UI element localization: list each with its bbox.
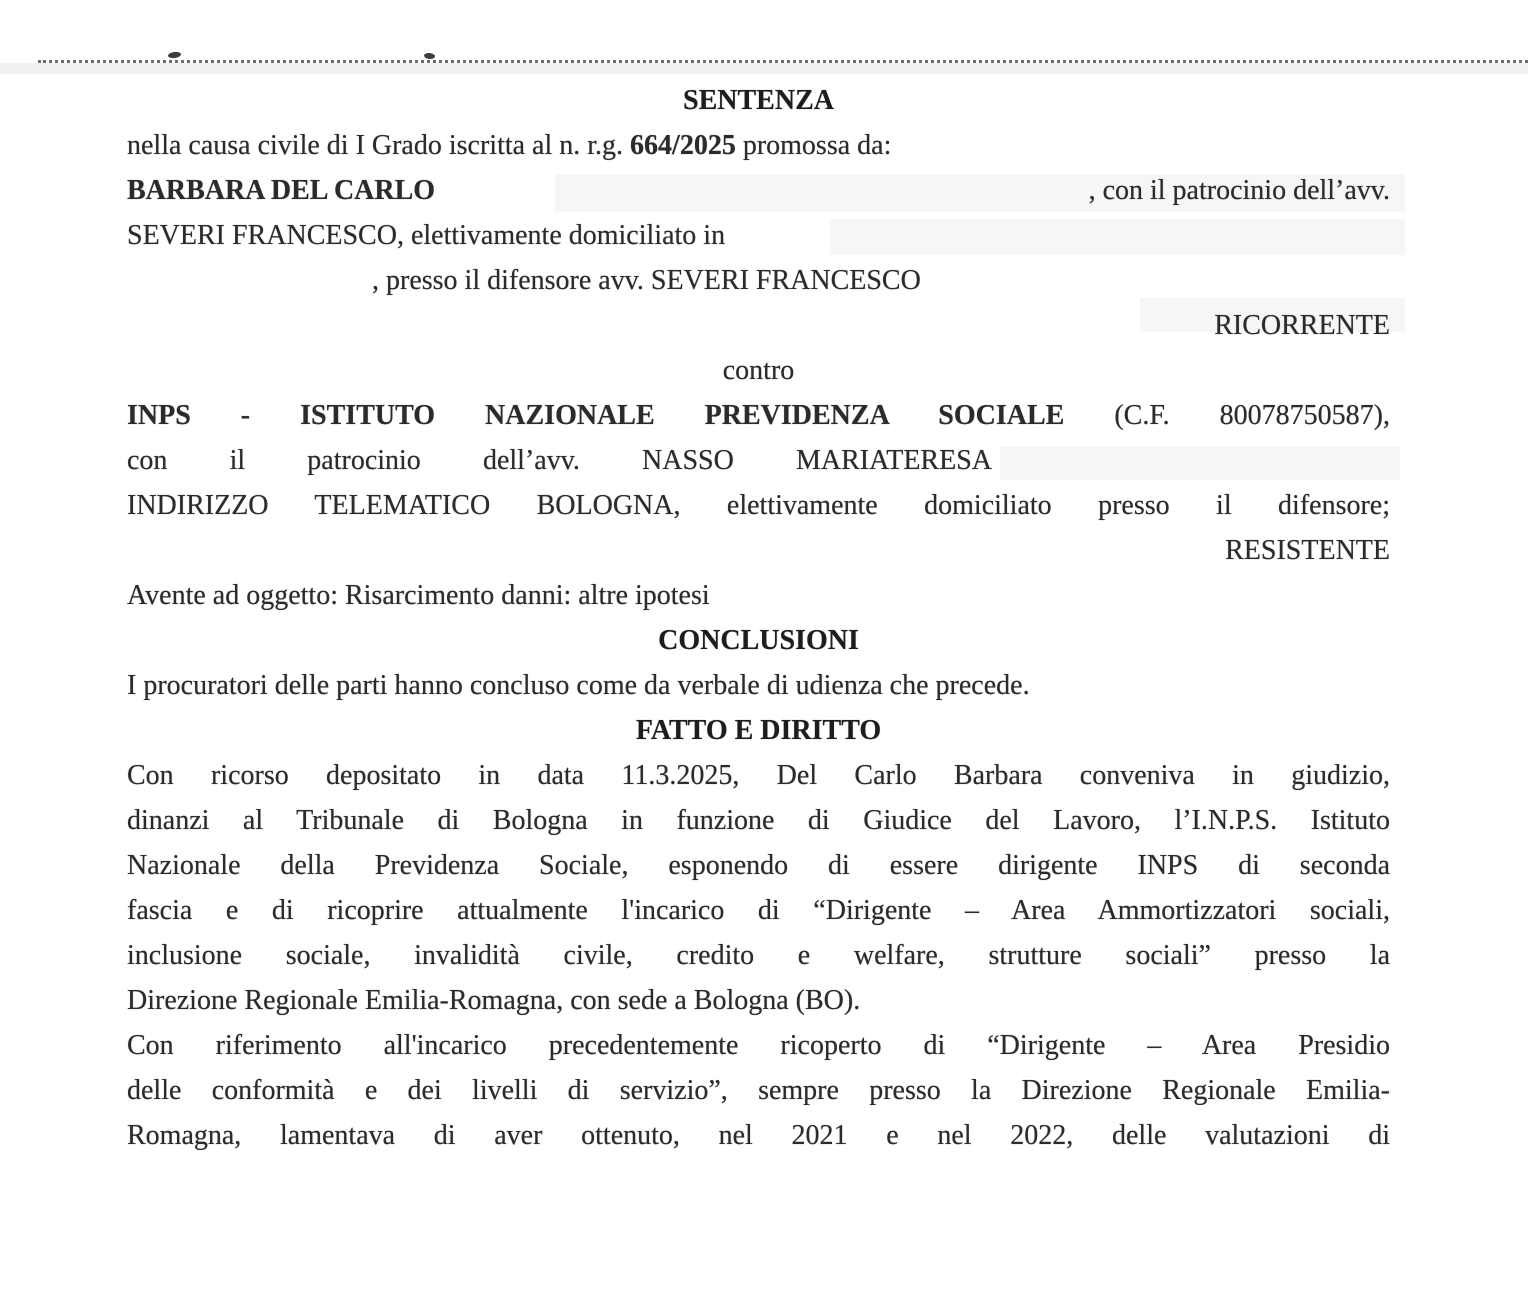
oggetto-line: Avente ad oggetto: Risarcimento danni: altre ipotesi xyxy=(127,580,710,611)
fatto-line: Con ricorso depositato in data 11.3.2025, Del Carlo Barbara conveniva in giudizio, xyxy=(127,760,1390,791)
fatto-title: FATTO E DIRITTO xyxy=(635,715,882,746)
fatto-line: Nazionale della Previdenza Sociale, esponendo di essere dirigente INPS di seconda xyxy=(127,850,1390,881)
case-intro-suffix: promossa da: xyxy=(735,130,892,161)
case-intro-prefix: nella causa civile di I Grado iscritta al n. r.g. xyxy=(127,130,631,161)
scan-artifact xyxy=(168,51,182,59)
document-title: SENTENZA xyxy=(683,85,834,116)
resistente-cf: (C.F. 80078750587), xyxy=(1064,400,1391,431)
scan-shading xyxy=(0,63,1528,74)
resistente-name-line xyxy=(127,393,1390,438)
fatto-line: fascia e di ricoprire attualmente l'incarico di “Dirigente – Area Ammortizzatori sociali, xyxy=(127,895,1390,926)
conclusioni-title: CONCLUSIONI xyxy=(658,625,859,656)
contro-label: contro xyxy=(722,355,795,386)
case-number: 664/2025 xyxy=(630,130,736,161)
scan-artifact xyxy=(424,52,436,59)
fatto-line: dinanzi al Tribunale di Bologna in funzione di Giudice del Lavoro, l’I.N.P.S. Istituto xyxy=(127,805,1390,836)
fatto-line: Direzione Regionale Emilia-Romagna, con sede a Bologna (BO). xyxy=(127,985,861,1016)
resistente-name: INPS - ISTITUTO NAZIONALE PREVIDENZA SOCIALE xyxy=(127,400,1065,431)
fatto-line: Romagna, lamentava di aver ottenuto, nel 2021 e nel 2022, delle valutazioni di xyxy=(127,1120,1390,1151)
document-body xyxy=(127,78,1390,1158)
ricorrente-name: BARBARA DEL CARLO xyxy=(127,175,436,206)
conclusioni-text: I procuratori delle parti hanno concluso come da verbale di udienza che precede. xyxy=(127,670,1030,701)
ricorrente-role-label: RICORRENTE xyxy=(1214,310,1390,341)
ricorrente-patrocinio: , con il patrocinio dell’avv. xyxy=(1088,175,1390,206)
resistente-patrocinio-line: con il patrocinio dell’avv. NASSO MARIATERESA xyxy=(127,445,992,476)
ricorrente-difensore-line: , presso il difensore avv. SEVERI FRANCESCO xyxy=(372,265,921,296)
ricorrente-name-line xyxy=(127,168,1390,213)
resistente-role-label: RESISTENTE xyxy=(1225,535,1390,566)
ricorrente-domicilio-line: SEVERI FRANCESCO, elettivamente domiciliato in xyxy=(127,220,726,251)
fatto-line: inclusione sociale, invalidità civile, credito e welfare, strutture sociali” presso la xyxy=(127,940,1390,971)
fatto-line: Con riferimento all'incarico precedentemente ricoperto di “Dirigente – Area Presidio xyxy=(127,1030,1390,1061)
case-intro-line xyxy=(127,123,1390,168)
fatto-line: delle conformità e dei livelli di servizio”, sempre presso la Direzione Regionale Emilia- xyxy=(127,1075,1390,1106)
resistente-indirizzo-line: INDIRIZZO TELEMATICO BOLOGNA, elettivamente domiciliato presso il difensore; xyxy=(127,490,1390,521)
